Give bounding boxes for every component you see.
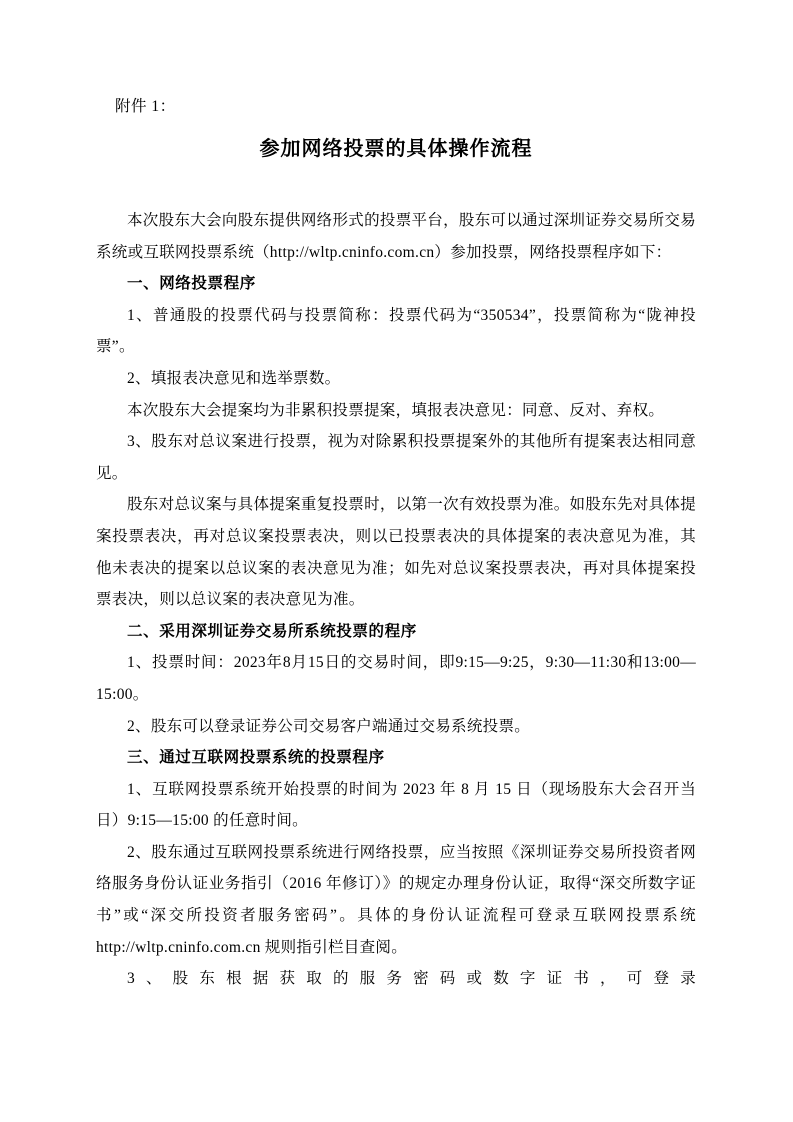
section-2-item-2: 2、股东可以登录证券公司交易客户端通过交易系统投票。 (127, 717, 531, 735)
section-2-item-1: 1、投票时间：2023年8月15日的交易时间，即9:15—9:25，9:30—11:30和13:00—15:00。 (96, 654, 696, 703)
section-1-item-2-note: 本次股东大会提案均为非累积投票提案，填报表决意见：同意、反对、弃权。 (127, 401, 665, 419)
section-1-item-3-note: 股东对总议案与具体提案重复投票时，以第一次有效投票为准。如股东先对具体提案投票表决，再对总议案投票表决，则以已投票表决的具体提案的表决意见为准，其他未表决的提案以总议案的表决意见为准；如先对总议案投票表决，再对具体提案投票表决，则以总议案的表决意见为准。 (96, 496, 696, 609)
document-body (96, 205, 696, 995)
section-1-item-2: 2、填报表决意见和选举票数。 (127, 369, 341, 387)
section-1-heading: 一、网络投票程序 (127, 275, 256, 293)
section-3-item-2: 2、股东通过互联网投票系统进行网络投票，应当按照《深圳证券交易所投资者网络服务身份认证业务指引（2016 年修订）》的规定办理身份认证，取得“深交所数字证书”或“深交所投资者服务密码”。具体的身份认证流程可登录互联网投票系统 http://wltp.cninfo.com.cn 规则指引栏目查阅。 (96, 843, 696, 956)
section-2-heading: 二、采用深圳证券交易所系统投票的程序 (127, 622, 417, 640)
section-3-item-1: 1、互联网投票系统开始投票的时间为 2023 年 8 月 15 日（现场股东大会召开当日）9:15—15:00 的任意时间。 (96, 780, 696, 830)
attachment-label: 附件 1： (115, 98, 176, 115)
document-title: 参加网络投票的具体操作流程 (259, 138, 533, 160)
intro-paragraph: 本次股东大会向股东提供网络形式的投票平台，股东可以通过深圳证券交易所交易系统或互联网投票系统（http://wltp.cninfo.com.cn）参加投票，网络投票程序如下： (96, 212, 696, 261)
section-3-item-3-partial: 3、股东根据获取的服务密码或数字证书，可登录 (127, 970, 696, 988)
section-3-heading: 三、通过互联网投票系统的投票程序 (127, 749, 385, 767)
section-1-item-1: 1、普通股的投票代码与投票简称：投票代码为“350534”，投票简称为“陇神投票”。 (96, 306, 696, 356)
section-1-item-3: 3、股东对总议案进行投票，视为对除累积投票提案外的其他所有提案表达相同意见。 (96, 433, 696, 482)
